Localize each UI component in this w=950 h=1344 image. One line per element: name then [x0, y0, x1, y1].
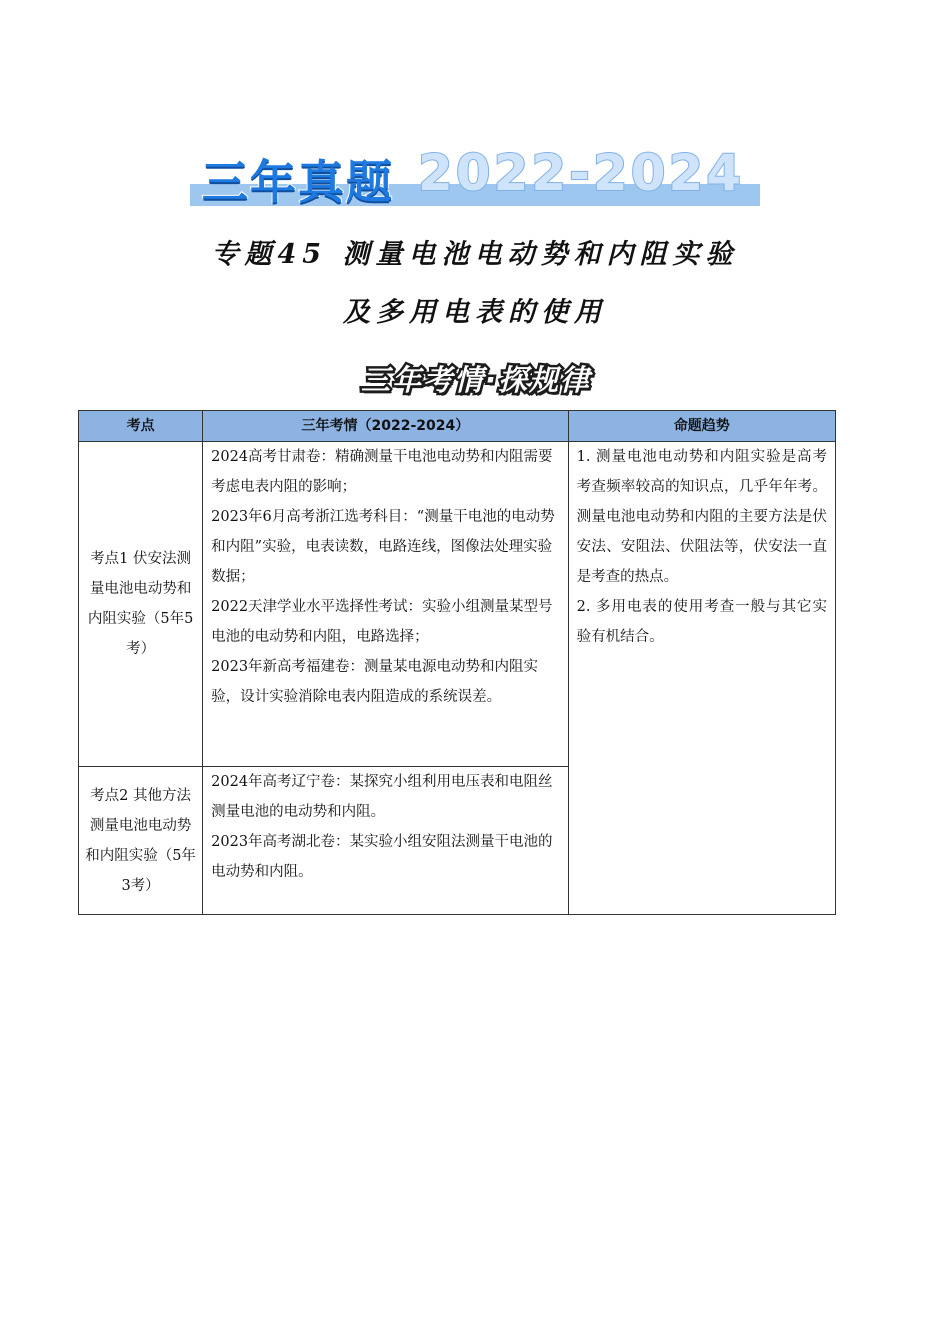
page-title-line1: 专题45 测量电池电动势和内阻实验	[211, 239, 739, 270]
info-item: 2024年高考辽宁卷：某探究小组利用电压表和电阻丝测量电池的电动势和内阻。	[211, 774, 553, 820]
trend-item: 2. 多用电表的使用考查一般与其它实验有机结合。	[576, 599, 827, 645]
banner-years-text: 2022-2024	[418, 144, 745, 202]
page-title-line2: 及多用电表的使用	[343, 297, 607, 328]
header-point: 考点	[79, 411, 203, 442]
point-cell: 考点2 其他方法测量电池电动势和内阻实验（5年3考）	[79, 767, 203, 915]
info-cell	[203, 767, 568, 915]
info-item: 2023年新高考福建卷：测量某电源电动势和内阻实验，设计实验消除电表内阻造成的系统误差。	[211, 659, 539, 705]
header-banner	[190, 144, 760, 209]
section-banner-text: 三年考情·探规律	[360, 363, 592, 397]
exam-table	[78, 410, 836, 915]
info-item: 2024高考甘肃卷：精确测量干电池电动势和内阻需要考虑电表内阻的影响；	[211, 449, 553, 495]
info-item: 2022天津学业水平选择性考试：实验小组测量某型号电池的电动势和内阻，电路选择；	[211, 599, 553, 645]
info-item: 2023年高考湖北卷：某实验小组安阻法测量干电池的电动势和内阻。	[211, 834, 553, 880]
trend-cell	[568, 442, 835, 915]
banner-main-text: 三年真题	[202, 155, 394, 209]
header-situation: 三年考情（2022-2024）	[203, 411, 568, 442]
section-banner	[330, 358, 622, 396]
header-trend: 命题趋势	[568, 411, 835, 442]
info-cell	[203, 442, 568, 767]
trend-item: 1. 测量电池电动势和内阻实验是高考考查频率较高的知识点，几乎年年考。测量电池电动势和内阻的主要方法是伏安法、安阻法、伏阻法等，伏安法一直是考查的热点。	[576, 449, 827, 585]
info-item: 2023年6月高考浙江选考科目：“测量干电池的电动势和内阻”实验，电表读数，电路连线，图像法处理实验数据；	[211, 509, 555, 585]
point-cell: 考点1 伏安法测量电池电动势和内阻实验（5年5考）	[79, 442, 203, 767]
table-row	[79, 442, 836, 767]
table-header-row	[79, 411, 836, 442]
